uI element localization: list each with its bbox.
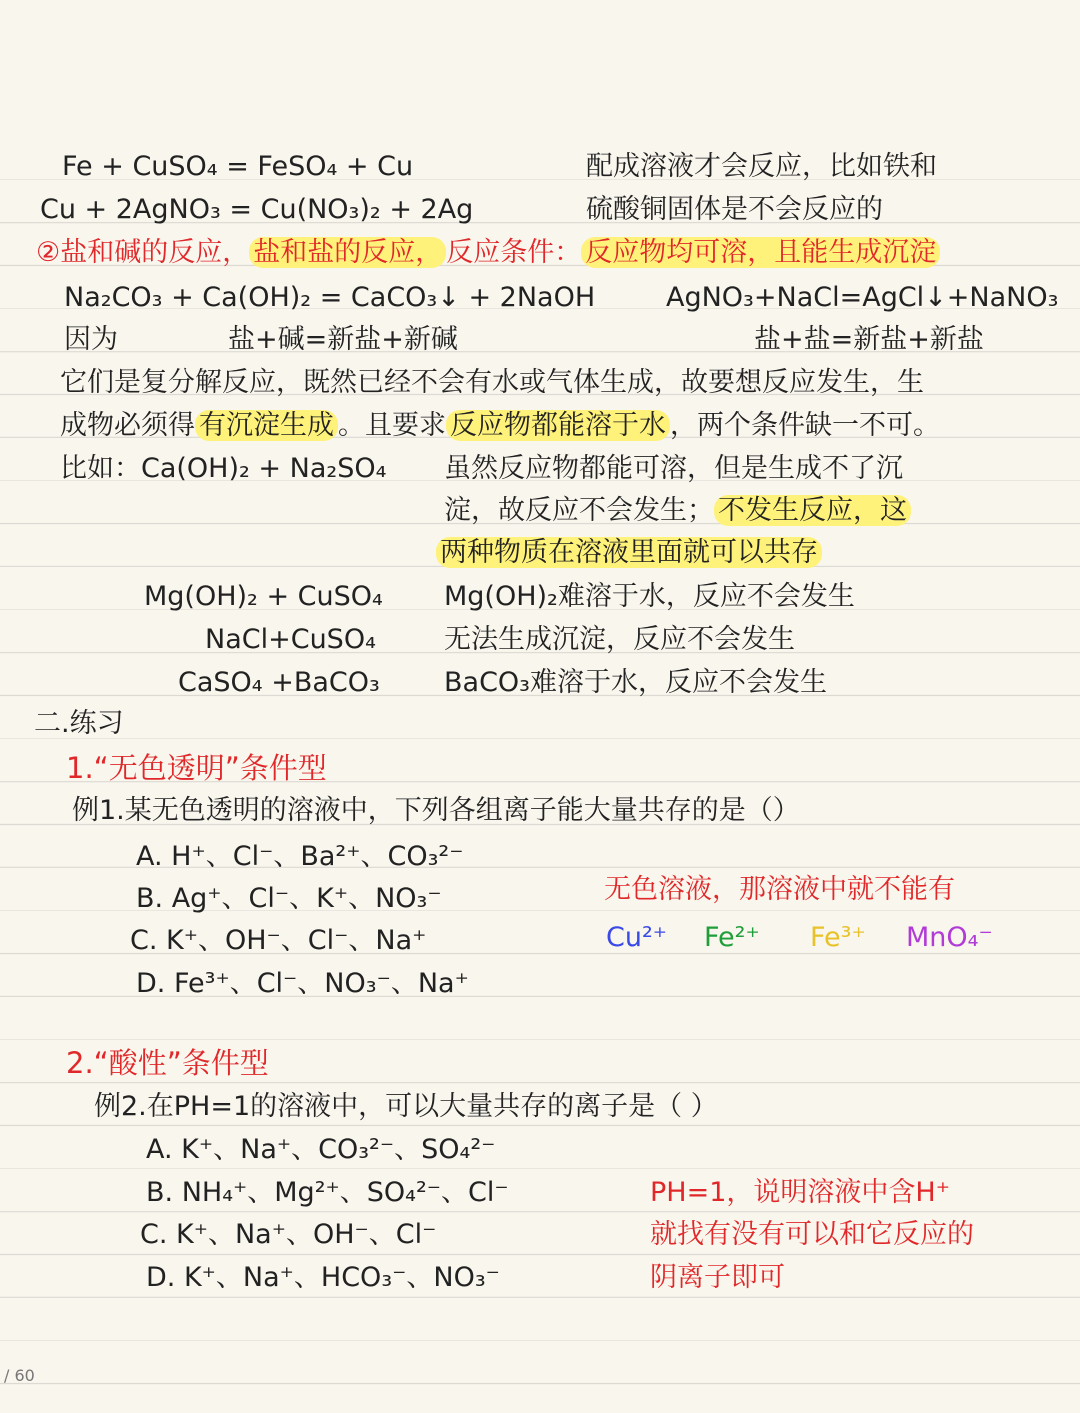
para2-e: ，两个条件缺一不可。 — [670, 410, 940, 441]
example-1-option-d: D. Fe³⁺、Cl⁻、NO₃⁻、Na⁺ — [136, 968, 469, 999]
example-2-option-d: D. K⁺、Na⁺、HCO₃⁻、NO₃⁻ — [146, 1262, 500, 1293]
example-2-note-2: 就找有没有可以和它反应的 — [650, 1219, 974, 1250]
example-1-option-c: C. K⁺、OH⁻、Cl⁻、Na⁺ — [130, 925, 427, 956]
para2-highlight-1: 有沉淀生成 — [195, 410, 338, 441]
example-2-option-a: A. K⁺、Na⁺、CO₃²⁻、SO₄²⁻ — [146, 1134, 496, 1165]
condition-part-a: ②盐和碱的反应， — [36, 237, 250, 268]
because-label: 因为 — [64, 324, 118, 355]
condition-part-c: 反应条件： — [446, 237, 582, 268]
reaction-3-note: BaCO₃难溶于水，反应不会发生 — [444, 667, 827, 698]
reaction-2-note: 无法生成沉淀，反应不会发生 — [444, 624, 795, 655]
example-note-2a: 淀，故反应不会发生； — [444, 495, 714, 526]
example-1-option-b: B. Ag⁺、Cl⁻、K⁺、NO₃⁻ — [136, 883, 442, 914]
reaction-1-note: Mg(OH)₂难溶于水，反应不会发生 — [444, 581, 855, 612]
equation-3: Na₂CO₃ + Ca(OH)₂ = CaCO₃↓ + 2NaOH — [64, 282, 596, 313]
equation-1-note: 配成溶液才会反应，比如铁和 — [586, 151, 937, 182]
example-note-3 — [436, 536, 822, 570]
example-note-3-text: 两种物质在溶液里面就可以共存 — [436, 537, 822, 568]
ion-mno4: MnO₄⁻ — [906, 922, 993, 953]
paragraph-line-2 — [60, 409, 940, 443]
equation-2: Cu + 2AgNO₃ = Cu(NO₃)₂ + 2Ag — [40, 194, 474, 225]
reaction-1: Mg(OH)₂ + CuSO₄ — [144, 581, 383, 612]
example-2-note-1: PH=1，说明溶液中含H⁺ — [650, 1177, 950, 1208]
example-note-2b: 不发生反应，这 — [714, 495, 911, 526]
example-note-1: 虽然反应物都能可溶，但是生成不了沉 — [444, 453, 903, 484]
para2-a: 成物必须得 — [60, 410, 195, 441]
rule-salt-salt: 盐+盐=新盐+新盐 — [754, 324, 984, 355]
ion-fe2: Fe²⁺ — [704, 922, 760, 953]
example-1-note: 无色溶液，那溶液中就不能有 — [604, 874, 955, 905]
top-margin — [0, 0, 1080, 137]
example-2-option-b: B. NH₄⁺、Mg²⁺、SO₄²⁻、Cl⁻ — [146, 1177, 509, 1208]
example-note-2 — [444, 494, 911, 528]
example-label: 比如：Ca(OH)₂ + Na₂SO₄ — [60, 453, 387, 484]
section-heading: 二.练习 — [34, 708, 124, 739]
equation-1: Fe + CuSO₄ = FeSO₄ + Cu — [62, 151, 414, 182]
reaction-2: NaCl+CuSO₄ — [205, 624, 376, 655]
ion-fe3: Fe³⁺ — [810, 922, 866, 953]
paragraph-line-1: 它们是复分解反应，既然已经不会有水或气体生成，故要想反应发生，生 — [60, 367, 924, 398]
rule-salt-base: 盐+碱=新盐+新碱 — [228, 324, 458, 355]
reaction-3: CaSO₄ +BaCO₃ — [178, 667, 380, 698]
equation-4: AgNO₃+NaCl=AgCl↓+NaNO₃ — [666, 282, 1059, 313]
example-1-question: 例1.某无色透明的溶液中，下列各组离子能大量共存的是（） — [72, 795, 800, 826]
condition-part-d: 反应物均可溶，且能生成沉淀 — [581, 237, 940, 268]
example-2-question: 例2.在PH=1的溶液中，可以大量共存的离子是（ ） — [94, 1091, 718, 1122]
example-2-option-c: C. K⁺、Na⁺、OH⁻、Cl⁻ — [140, 1219, 437, 1250]
example-1-option-a: A. H⁺、Cl⁻、Ba²⁺、CO₃²⁻ — [136, 841, 464, 872]
condition-line — [36, 236, 940, 270]
equation-2-note: 硫酸铜固体是不会反应的 — [586, 194, 883, 225]
condition-part-b: 盐和盐的反应， — [249, 237, 446, 268]
page-indicator: / 60 — [4, 1366, 35, 1385]
type-1-heading: 1.“无色透明”条件型 — [66, 751, 327, 785]
para2-highlight-2: 反应物都能溶于水 — [446, 410, 670, 441]
example-2-note-3: 阴离子即可 — [650, 1262, 785, 1293]
ion-cu: Cu²⁺ — [606, 922, 668, 953]
type-2-heading: 2.“酸性”条件型 — [66, 1046, 269, 1080]
para2-c: 。且要求 — [338, 410, 446, 441]
